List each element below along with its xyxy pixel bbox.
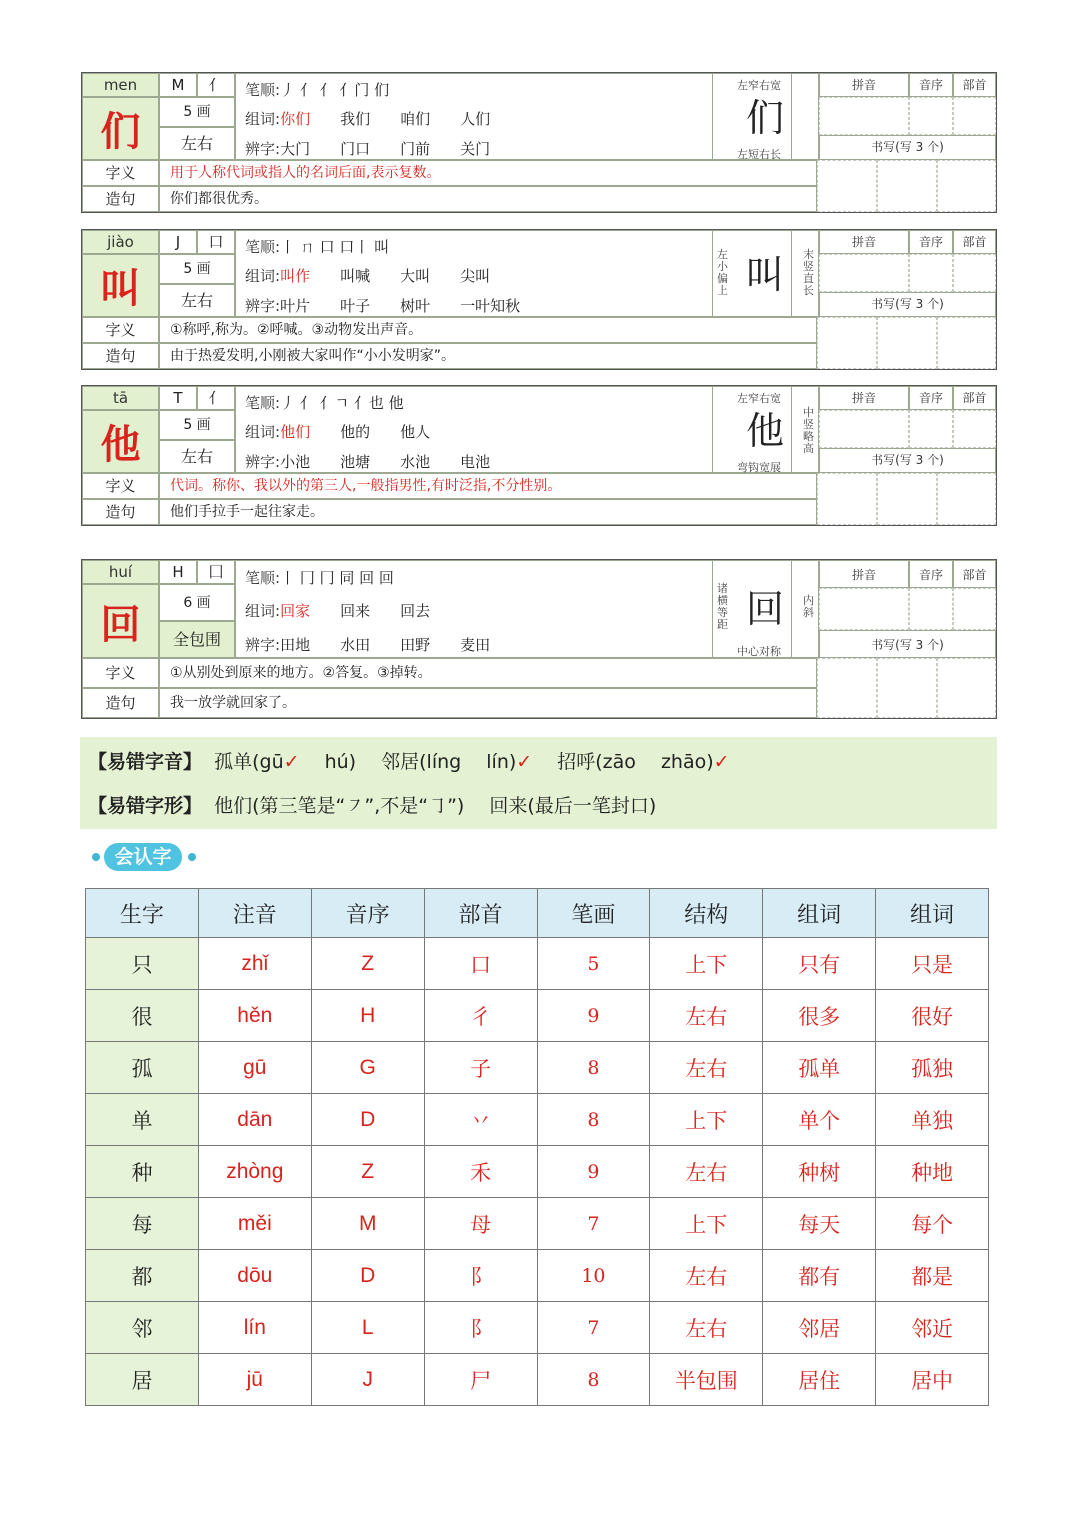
pinyin-cell: jiào <box>82 230 159 254</box>
meaning-text: 代词。称你、我以外的第三人,一般指男性,有时泛指,不分性别。 <box>159 473 817 499</box>
words-label: 组词: <box>245 110 281 128</box>
table-cell-pinyin: měi <box>198 1198 311 1250</box>
table-cell-radical: 子 <box>424 1042 537 1094</box>
big-character: 他 <box>82 410 159 473</box>
order-header: 音序 <box>909 73 953 97</box>
model-character: 他 <box>745 409 784 453</box>
table-cell-initial: Z <box>311 938 424 990</box>
sentence-label: 造句 <box>82 499 159 525</box>
distinguish-item: 水池 <box>400 453 431 471</box>
model-note: 左短右长 <box>737 148 781 161</box>
table-row <box>86 1302 989 1354</box>
write-grid[interactable] <box>817 658 877 718</box>
distinguish-item: 电池 <box>460 453 491 471</box>
table-row <box>86 1042 989 1094</box>
order-write-box[interactable] <box>909 410 953 448</box>
table-header: 结构 <box>650 889 763 938</box>
write-grid[interactable] <box>877 317 937 369</box>
pinyin-write-box[interactable] <box>819 410 909 448</box>
stroke-count: 5 画 <box>159 254 235 284</box>
big-character: 们 <box>82 97 159 160</box>
write-grid[interactable] <box>817 160 877 212</box>
pinyin-cell: men <box>82 73 159 97</box>
model-note: 左小偏上 <box>717 248 728 297</box>
table-cell-word: 种树 <box>763 1146 876 1198</box>
table-cell-radical: 禾 <box>424 1146 537 1198</box>
initial-cell: H <box>159 560 197 584</box>
char-card-ta <box>81 385 997 526</box>
model-note: 中心对称 <box>737 645 781 658</box>
table-cell-word: 孤单 <box>763 1042 876 1094</box>
radical-write-box[interactable] <box>953 588 996 630</box>
sound-tip-item: lín) <box>486 751 517 773</box>
info-panel <box>235 73 792 160</box>
order-header: 音序 <box>909 230 953 254</box>
model-note: 左窄右宽 <box>737 392 781 405</box>
info-panel <box>235 386 792 473</box>
sound-tip-label: 【易错字音】 <box>88 751 203 773</box>
write-grid[interactable] <box>937 473 996 525</box>
table-cell-word: 只有 <box>763 938 876 990</box>
table-header: 音序 <box>311 889 424 938</box>
dot-icon <box>188 853 196 861</box>
table-cell-strokes: 8 <box>537 1354 650 1406</box>
shape-tip-item: 回来(最后一笔封口) <box>489 795 657 817</box>
char-card-jiao <box>81 229 997 370</box>
table-cell-pinyin: dān <box>198 1094 311 1146</box>
word-item: 尖叫 <box>460 267 491 285</box>
table-header: 组词 <box>763 889 876 938</box>
word-item: 咱们 <box>400 110 431 128</box>
word-item: 叫作 <box>280 267 311 285</box>
model-character: 们 <box>745 96 784 140</box>
check-icon: ✓ <box>516 751 533 773</box>
write-label: 书写(写 3 个) <box>819 135 996 160</box>
table-cell-structure: 上下 <box>650 1198 763 1250</box>
writing-model <box>712 386 819 473</box>
table-header: 注音 <box>198 889 311 938</box>
table-cell-word: 居中 <box>876 1354 989 1406</box>
table-cell-radical: 母 <box>424 1198 537 1250</box>
table-cell-word: 单独 <box>876 1094 989 1146</box>
table-cell-strokes: 8 <box>537 1094 650 1146</box>
write-grid[interactable] <box>937 160 996 212</box>
table-header: 笔画 <box>537 889 650 938</box>
table-header: 组词 <box>876 889 989 938</box>
table-cell-pinyin: zhǐ <box>198 938 311 990</box>
distinguish-item: 树叶 <box>400 297 431 315</box>
table-cell-word: 单个 <box>763 1094 876 1146</box>
table-cell-char: 单 <box>86 1094 199 1146</box>
table-cell-structure: 左右 <box>650 1146 763 1198</box>
writing-model <box>712 230 819 317</box>
table-cell-pinyin: jū <box>198 1354 311 1406</box>
table-cell-structure: 左右 <box>650 990 763 1042</box>
sentence-text: 你们都很优秀。 <box>159 186 817 212</box>
char-card-hui <box>81 559 997 719</box>
table-row <box>86 990 989 1042</box>
pinyin-write-box[interactable] <box>819 254 909 292</box>
model-note: 中竖略高 <box>803 406 814 455</box>
info-panel <box>235 560 792 658</box>
sentence-text: 由于热爱发明,小刚被大家叫作“小小发明家”。 <box>159 343 817 369</box>
radical-header: 部首 <box>953 230 996 254</box>
table-cell-structure: 上下 <box>650 1094 763 1146</box>
table-cell-structure: 左右 <box>650 1042 763 1094</box>
initial-cell: M <box>159 73 197 97</box>
table-cell-radical: 阝 <box>424 1250 537 1302</box>
table-cell-char: 居 <box>86 1354 199 1406</box>
table-cell-strokes: 9 <box>537 1146 650 1198</box>
distinguish-label: 辨字: <box>245 453 281 471</box>
table-row <box>86 1354 989 1406</box>
table-row <box>86 1198 989 1250</box>
table-cell-char: 孤 <box>86 1042 199 1094</box>
model-character: 叫 <box>745 253 784 297</box>
table-row <box>86 1094 989 1146</box>
table-cell-char: 邻 <box>86 1302 199 1354</box>
table-cell-initial: D <box>311 1250 424 1302</box>
table-row <box>86 1250 989 1302</box>
table-cell-word: 种地 <box>876 1146 989 1198</box>
radical-cell: 口 <box>197 230 235 254</box>
writing-model <box>712 73 819 160</box>
sentence-label: 造句 <box>82 186 159 212</box>
table-cell-pinyin: lín <box>198 1302 311 1354</box>
distinguish-label: 辨字: <box>245 140 281 158</box>
order-header: 音序 <box>909 560 953 588</box>
radical-header: 部首 <box>953 560 996 588</box>
table-cell-radical: 彳 <box>424 990 537 1042</box>
word-item: 他们 <box>280 423 311 441</box>
distinguish-item: 门口 <box>340 140 371 158</box>
table-cell-structure: 上下 <box>650 938 763 990</box>
distinguish-item: 门前 <box>400 140 431 158</box>
table-cell-structure: 左右 <box>650 1250 763 1302</box>
table-header: 部首 <box>424 889 537 938</box>
table-cell-initial: Z <box>311 1146 424 1198</box>
write-grid[interactable] <box>877 658 937 718</box>
write-grid[interactable] <box>877 160 937 212</box>
model-note: 诸横等距 <box>717 582 728 631</box>
table-cell-initial: L <box>311 1302 424 1354</box>
structure-cell: 左右 <box>159 440 235 473</box>
big-character: 回 <box>82 584 159 658</box>
table-header-row <box>86 889 989 938</box>
meaning-label: 字义 <box>82 473 159 499</box>
table-cell-strokes: 10 <box>537 1250 650 1302</box>
words-label: 组词: <box>245 267 281 285</box>
distinguish-item: 水田 <box>340 636 371 654</box>
radical-write-box[interactable] <box>953 410 996 448</box>
word-item: 叫喊 <box>340 267 371 285</box>
word-item: 回来 <box>340 602 371 620</box>
table-cell-structure: 左右 <box>650 1302 763 1354</box>
pinyin-cell: tā <box>82 386 159 410</box>
write-label: 书写(写 3 个) <box>819 630 996 658</box>
meaning-label: 字义 <box>82 317 159 343</box>
table-cell-word: 每个 <box>876 1198 989 1250</box>
table-header: 生字 <box>86 889 199 938</box>
table-cell-word: 每天 <box>763 1198 876 1250</box>
char-card-men <box>81 72 997 213</box>
badge-label: 会认字 <box>104 843 182 871</box>
distinguish-item: 大门 <box>280 140 311 158</box>
stroke-count: 5 画 <box>159 410 235 440</box>
write-grid[interactable] <box>817 473 877 525</box>
distinguish-item: 小池 <box>280 453 311 471</box>
order-write-box[interactable] <box>909 588 953 630</box>
table-cell-initial: G <box>311 1042 424 1094</box>
write-grid[interactable] <box>937 317 996 369</box>
pinyin-header: 拼音 <box>819 230 909 254</box>
radical-cell: 亻 <box>197 73 235 97</box>
table-cell-word: 只是 <box>876 938 989 990</box>
table-cell-initial: D <box>311 1094 424 1146</box>
words-label: 组词: <box>245 602 281 620</box>
model-note: 左窄右宽 <box>737 79 781 92</box>
table-cell-char: 种 <box>86 1146 199 1198</box>
sentence-label: 造句 <box>82 688 159 718</box>
structure-cell: 全包围 <box>159 621 235 658</box>
radical-cell: 亻 <box>197 386 235 410</box>
distinguish-label: 辨字: <box>245 297 281 315</box>
initial-cell: J <box>159 230 197 254</box>
pinyin-header: 拼音 <box>819 73 909 97</box>
distinguish-item: 一叶知秋 <box>460 297 521 315</box>
distinguish-item: 麦田 <box>460 636 491 654</box>
check-icon: ✓ <box>283 751 300 773</box>
order-label: 笔顺: <box>245 394 281 412</box>
table-cell-char: 都 <box>86 1250 199 1302</box>
pinyin-header: 拼音 <box>819 386 909 410</box>
stroke-count: 5 画 <box>159 97 235 127</box>
radical-header: 部首 <box>953 73 996 97</box>
pinyin-write-box[interactable] <box>819 588 909 630</box>
sentence-label: 造句 <box>82 343 159 369</box>
table-cell-initial: J <box>311 1354 424 1406</box>
order-header: 音序 <box>909 386 953 410</box>
meaning-text: 用于人称代词或指人的名词后面,表示复数。 <box>159 160 817 186</box>
word-item: 我们 <box>340 110 371 128</box>
distinguish-item: 池塘 <box>340 453 371 471</box>
error-tips-box <box>80 737 997 829</box>
table-cell-word: 居住 <box>763 1354 876 1406</box>
table-cell-char: 每 <box>86 1198 199 1250</box>
word-item: 人们 <box>460 110 491 128</box>
section-badge <box>92 843 202 873</box>
model-note: 弯钩宽展 <box>737 461 781 474</box>
table-cell-pinyin: hěn <box>198 990 311 1042</box>
word-item: 回家 <box>280 602 311 620</box>
order-label: 笔顺: <box>245 81 281 99</box>
table-cell-strokes: 5 <box>537 938 650 990</box>
stroke-count: 6 画 <box>159 584 235 621</box>
big-character: 叫 <box>82 254 159 317</box>
distinguish-item: 叶子 <box>340 297 371 315</box>
shape-tip-label: 【易错字形】 <box>88 795 203 817</box>
pinyin-header: 拼音 <box>819 560 909 588</box>
table-cell-strokes: 8 <box>537 1042 650 1094</box>
table-cell-word: 孤独 <box>876 1042 989 1094</box>
table-cell-word: 都有 <box>763 1250 876 1302</box>
stroke-order: 丨 冂 冂 同 回 回 <box>280 569 394 587</box>
table-cell-radical: 口 <box>424 938 537 990</box>
word-item: 他的 <box>340 423 371 441</box>
distinguish-item: 田地 <box>280 636 311 654</box>
word-item: 你们 <box>280 110 311 128</box>
sound-tip-item: hú) <box>324 751 357 773</box>
check-icon: ✓ <box>713 751 730 773</box>
table-cell-strokes: 7 <box>537 1198 650 1250</box>
words-label: 组词: <box>245 423 281 441</box>
sound-tip-item: 孤单(gū <box>214 751 284 773</box>
pinyin-write-box[interactable] <box>819 97 909 135</box>
table-cell-pinyin: gū <box>198 1042 311 1094</box>
recognition-table <box>85 888 989 1406</box>
meaning-label: 字义 <box>82 160 159 186</box>
sentence-text: 他们手拉手一起往家走。 <box>159 499 817 525</box>
initial-cell: T <box>159 386 197 410</box>
stroke-order: 丿 亻 亻ㄱ 亻也 他 <box>280 394 404 412</box>
write-label: 书写(写 3 个) <box>819 448 996 473</box>
table-cell-word: 很多 <box>763 990 876 1042</box>
radical-write-box[interactable] <box>953 254 996 292</box>
table-row <box>86 938 989 990</box>
write-grid[interactable] <box>937 658 996 718</box>
order-write-box[interactable] <box>909 254 953 292</box>
dot-icon <box>92 853 100 861</box>
sentence-text: 我一放学就回家了。 <box>159 688 817 718</box>
write-grid[interactable] <box>877 473 937 525</box>
table-cell-strokes: 7 <box>537 1302 650 1354</box>
table-cell-initial: M <box>311 1198 424 1250</box>
meaning-text: ①称呼,称为。②呼喊。③动物发出声音。 <box>159 317 817 343</box>
table-row <box>86 1146 989 1198</box>
table-cell-char: 很 <box>86 990 199 1042</box>
distinguish-item: 关门 <box>460 140 491 158</box>
info-panel <box>235 230 792 317</box>
sound-tip-item: 邻居(líng <box>381 751 462 773</box>
stroke-order: 丨 ㄇ 口 口丨 叫 <box>280 238 390 256</box>
table-cell-radical: 丷 <box>424 1094 537 1146</box>
order-label: 笔顺: <box>245 238 281 256</box>
shape-tip-item: 他们(第三笔是“㇇”,不是“㇆”) <box>214 795 465 817</box>
distinguish-item: 叶片 <box>280 297 311 315</box>
radical-header: 部首 <box>953 386 996 410</box>
sound-tip-item: 招呼(zāo <box>557 751 636 773</box>
order-label: 笔顺: <box>245 569 281 587</box>
write-grid[interactable] <box>817 317 877 369</box>
meaning-label: 字义 <box>82 658 159 688</box>
model-note: 末竖直长 <box>803 248 814 297</box>
model-note: 内斜 <box>803 594 814 619</box>
table-cell-pinyin: dōu <box>198 1250 311 1302</box>
radical-cell: 囗 <box>197 560 235 584</box>
table-cell-initial: H <box>311 990 424 1042</box>
word-item: 他人 <box>400 423 431 441</box>
meaning-text: ①从别处到原来的地方。②答复。③掉转。 <box>159 658 817 688</box>
order-write-box[interactable] <box>909 97 953 135</box>
table-cell-strokes: 9 <box>537 990 650 1042</box>
model-character: 回 <box>745 587 784 631</box>
table-cell-word: 邻近 <box>876 1302 989 1354</box>
pinyin-cell: huí <box>82 560 159 584</box>
sound-tip-item: zhāo) <box>660 751 714 773</box>
word-item: 大叫 <box>400 267 431 285</box>
table-cell-word: 很好 <box>876 990 989 1042</box>
structure-cell: 左右 <box>159 284 235 317</box>
table-cell-radical: 尸 <box>424 1354 537 1406</box>
table-cell-word: 邻居 <box>763 1302 876 1354</box>
structure-cell: 左右 <box>159 127 235 160</box>
distinguish-label: 辨字: <box>245 636 281 654</box>
word-item: 回去 <box>400 602 431 620</box>
stroke-order: 丿 亻 亻 亻门 们 <box>280 81 390 99</box>
table-cell-radical: 阝 <box>424 1302 537 1354</box>
writing-model <box>712 560 819 658</box>
table-cell-pinyin: zhòng <box>198 1146 311 1198</box>
distinguish-item: 田野 <box>400 636 431 654</box>
table-cell-char: 只 <box>86 938 199 990</box>
write-label: 书写(写 3 个) <box>819 292 996 317</box>
table-cell-structure: 半包围 <box>650 1354 763 1406</box>
radical-write-box[interactable] <box>953 97 996 135</box>
table-cell-word: 都是 <box>876 1250 989 1302</box>
